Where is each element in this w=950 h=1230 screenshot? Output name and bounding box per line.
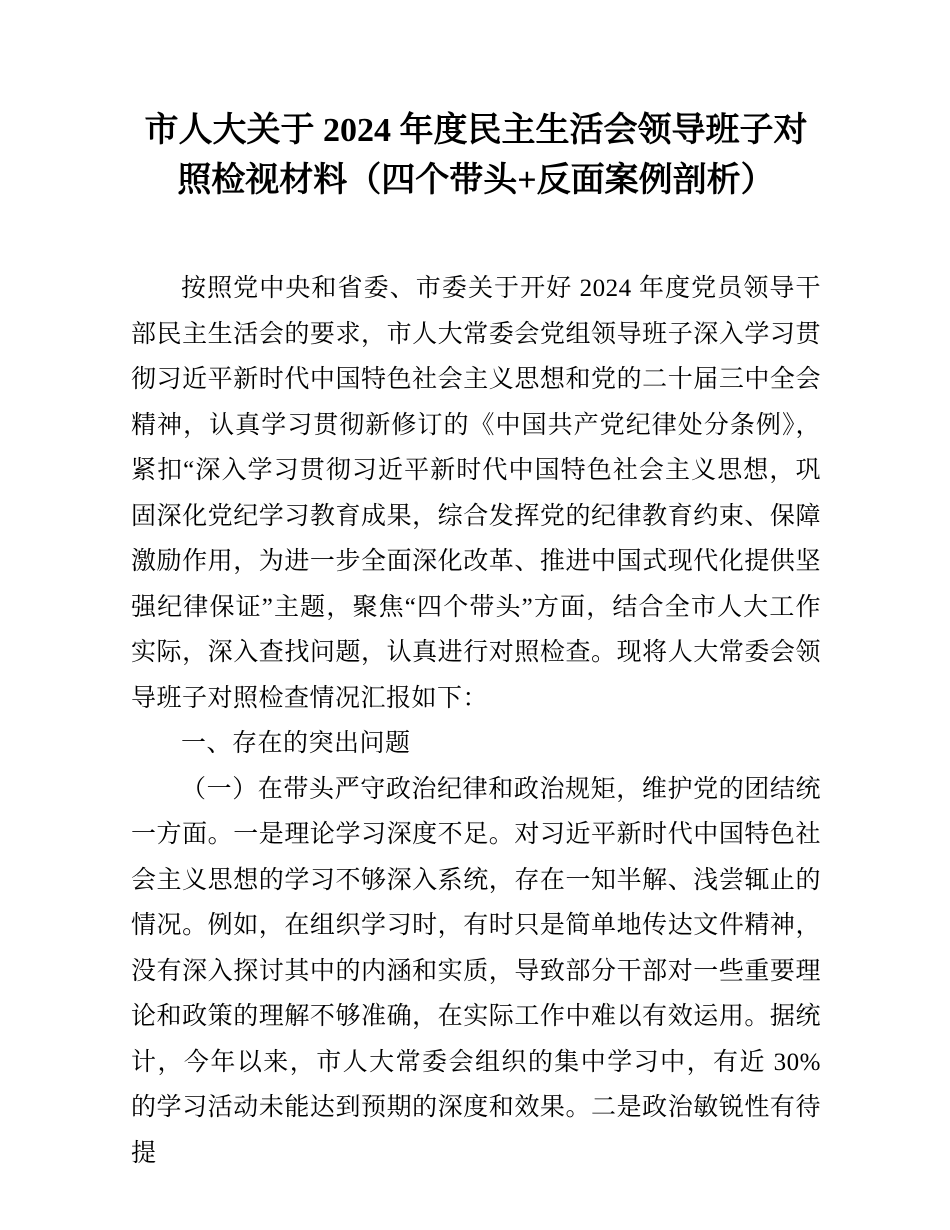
paragraph-intro: 按照党中央和省委、市委关于开好 2024 年度党员领导干部民主生活会的要求，市人大常委会党组领导班子深入学习贯彻习近平新时代中国特色社会主义思想和党的二十届三中全会精神，认真学习贯彻新修订的《中国共产党纪律处分条例》，紧扣“深入学习贯彻习近平新时代中国特色社会主义思想，巩固深化党纪学习教育成果，综合发挥党的纪律教育约束、保障激励作用，为进一步全面深化改革、推进中国式现代化提供坚强纪律保证”主题，聚焦“四个带头”方面，结合全市人大工作实际，深入查找问题，认真进行对照检查。现将人大常委会领导班子对照检查情况汇报如下： <box>131 275 821 712</box>
document-body <box>131 266 821 1176</box>
document-title: 市人大关于 2024 年度民主生活会领导班子对照检视材料（四个带头+反面案例剖析） <box>144 112 808 199</box>
section-heading-problems: 一、存在的突出问题 <box>181 730 411 757</box>
paragraph-section-one: （一）在带头严守政治纪律和政治规矩，维护党的团结统一方面。一是理论学习深度不足。对习近平新时代中国特色社会主义思想的学习不够深入系统，存在一知半解、浅尝辄止的情况。例如，在组织学习时，有时只是简单地传达文件精神，没有深入探讨其中的内涵和实质，导致部分干部对一些重要理论和政策的理解不够准确，在实际工作中难以有效运用。据统计，今年以来，市人大常委会组织的集中学习中，有近 30%的学习活动未能达到预期的深度和效果。二是政治敏锐性有待提 <box>131 775 821 1167</box>
